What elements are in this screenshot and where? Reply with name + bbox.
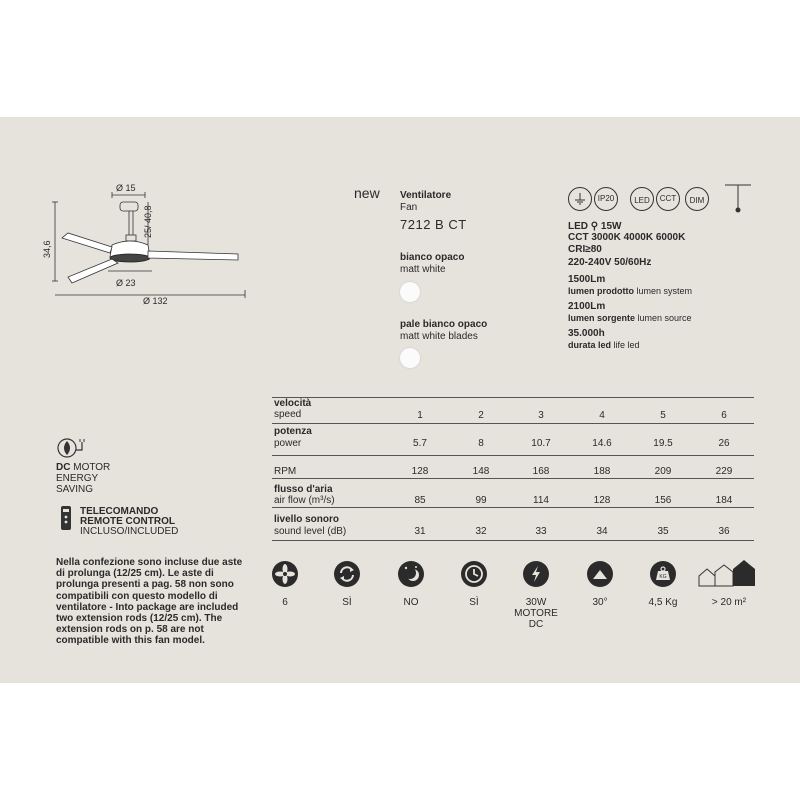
remote-control-icon xyxy=(56,503,78,533)
night-mode-value: NO xyxy=(403,597,419,608)
bulb-icon: ⚲ xyxy=(590,221,599,232)
slope-value: 30° xyxy=(592,597,608,608)
speed-cell: 2 xyxy=(478,410,484,421)
remote-it: TELECOMANDO xyxy=(80,506,159,517)
rpm-cell: 148 xyxy=(472,466,490,477)
rpm-cell: 229 xyxy=(715,466,733,477)
timer-value: SÌ xyxy=(469,597,479,608)
row-airflow-label-en: air flow (m³/s) xyxy=(274,495,335,506)
led-power: LED ⚲ 15W xyxy=(568,221,622,232)
finish-2-it: pale bianco opaco xyxy=(400,319,488,330)
table-rule-1 xyxy=(272,423,754,424)
finish-1-en: matt white xyxy=(400,264,446,275)
table-rule-4 xyxy=(272,507,754,508)
led-voltage: 220-240V 50/60Hz xyxy=(568,257,652,268)
sound-cell: 35 xyxy=(657,526,669,537)
dim-height-label: 25/ 40,8 xyxy=(143,205,153,238)
ceiling-mount-icon xyxy=(723,183,753,215)
airflow-cell: 184 xyxy=(715,495,733,506)
sound-cell: 31 xyxy=(414,526,426,537)
finish-1-it: bianco opaco xyxy=(400,252,465,263)
dim-top-label: Ø 15 xyxy=(116,183,136,193)
timer-icon xyxy=(461,561,487,587)
row-speed-label-it: velocità xyxy=(274,398,312,409)
weight-value: 4,5 Kg xyxy=(648,597,678,608)
new-badge: new xyxy=(354,185,380,201)
ip20-icon: IP20 xyxy=(594,187,618,211)
included-label: INCLUSO/INCLUDED xyxy=(80,526,179,537)
room-size-icon xyxy=(697,558,761,588)
table-rule-3 xyxy=(272,478,754,479)
speed-cell: 1 xyxy=(417,410,423,421)
dim-span-label: Ø 132 xyxy=(143,296,168,306)
row-rpm-label: RPM xyxy=(274,466,297,477)
sound-cell: 32 xyxy=(475,526,487,537)
dim-icon: DIM xyxy=(685,187,709,211)
category-en: Fan xyxy=(400,202,418,213)
rpm-cell: 209 xyxy=(654,466,672,477)
lumen-source: 2100Lm xyxy=(568,301,606,312)
fan-speeds-icon xyxy=(272,561,298,587)
power-cell: 8 xyxy=(478,438,484,449)
led-cct: CCT 3000K 4000K 6000K xyxy=(568,232,686,243)
table-top-rule xyxy=(272,397,754,398)
sound-cell: 33 xyxy=(535,526,547,537)
dc-motor-icon xyxy=(56,436,90,460)
power-cell: 26 xyxy=(718,438,730,449)
airflow-cell: 114 xyxy=(533,495,549,506)
led-cri: CRI≥80 xyxy=(568,244,602,255)
airflow-cell: 128 xyxy=(593,495,611,506)
dim-total-label: 34,6 xyxy=(42,240,52,258)
energy-label: ENERGY xyxy=(56,473,99,484)
weight-icon xyxy=(650,561,676,587)
power-cell: 5.7 xyxy=(413,438,427,449)
finish-1-swatch xyxy=(400,282,420,302)
led-life-label: durata led life led xyxy=(568,340,640,350)
dim-light-label: Ø 23 xyxy=(116,278,136,288)
rpm-cell: 128 xyxy=(411,466,429,477)
saving-label: SAVING xyxy=(56,484,94,495)
sound-cell: 36 xyxy=(718,526,730,537)
room-size-value: > 20 m² xyxy=(711,597,747,608)
finish-2-swatch xyxy=(400,348,420,368)
category-it: Ventilatore xyxy=(400,190,452,201)
fan-speeds-value: 6 xyxy=(282,597,288,608)
model-code: 7212 B CT xyxy=(400,217,467,232)
rpm-cell: 188 xyxy=(593,466,611,477)
cct-icon: CCT xyxy=(656,187,680,211)
sound-cell: 34 xyxy=(596,526,608,537)
motor-power-icon xyxy=(523,561,549,587)
weight-badge: KG xyxy=(659,574,667,580)
airflow-cell: 85 xyxy=(414,495,426,506)
power-cell: 10.7 xyxy=(531,438,551,449)
lumen-system: 1500Lm xyxy=(568,274,606,285)
reversible-value: SÌ xyxy=(342,597,352,608)
lumen-system-label: lumen prodotto lumen system xyxy=(568,286,693,296)
row-airflow-label-it: flusso d'aria xyxy=(274,484,333,495)
power-cell: 19.5 xyxy=(653,438,673,449)
table-rule-2 xyxy=(272,455,754,456)
reversible-icon xyxy=(334,561,360,587)
finish-2-en: matt white blades xyxy=(400,331,478,342)
motor-power-value: 30W MOTORE DC xyxy=(514,597,558,630)
row-speed-label-en: speed xyxy=(274,409,302,420)
slope-icon xyxy=(587,561,613,587)
remote-en: REMOTE CONTROL xyxy=(80,516,175,527)
row-power-label-en: power xyxy=(274,438,302,449)
dc-motor-label: DC MOTOR xyxy=(56,462,111,473)
speed-cell: 3 xyxy=(538,410,544,421)
airflow-cell: 99 xyxy=(475,495,487,506)
lumen-source-label: lumen sorgente lumen source xyxy=(568,313,692,323)
table-rule-5 xyxy=(272,540,754,541)
row-sound-label-en: sound level (dB) xyxy=(274,526,347,537)
speed-cell: 4 xyxy=(599,410,605,421)
night-mode-icon xyxy=(398,561,424,587)
package-note: Nella confezione sono incluse due aste di prolunga (12/25 cm). Le aste di prolunga presenti a pag. 58 non sono compatibili con questo modello di ventilatore - Into package are included two extension rods (12/25 cm). The extension rods on p. 58 are not compatible with this fan model. xyxy=(56,557,243,647)
speed-cell: 6 xyxy=(721,410,727,421)
ground-icon xyxy=(568,187,592,211)
airflow-cell: 156 xyxy=(654,495,672,506)
row-sound-label-it: livello sonoro xyxy=(274,514,340,525)
speed-cell: 5 xyxy=(660,410,666,421)
power-cell: 14.6 xyxy=(592,438,612,449)
row-power-label-it: potenza xyxy=(274,426,312,437)
led-icon: LED xyxy=(630,187,654,211)
rpm-cell: 168 xyxy=(532,466,550,477)
led-life: 35.000h xyxy=(568,328,605,339)
